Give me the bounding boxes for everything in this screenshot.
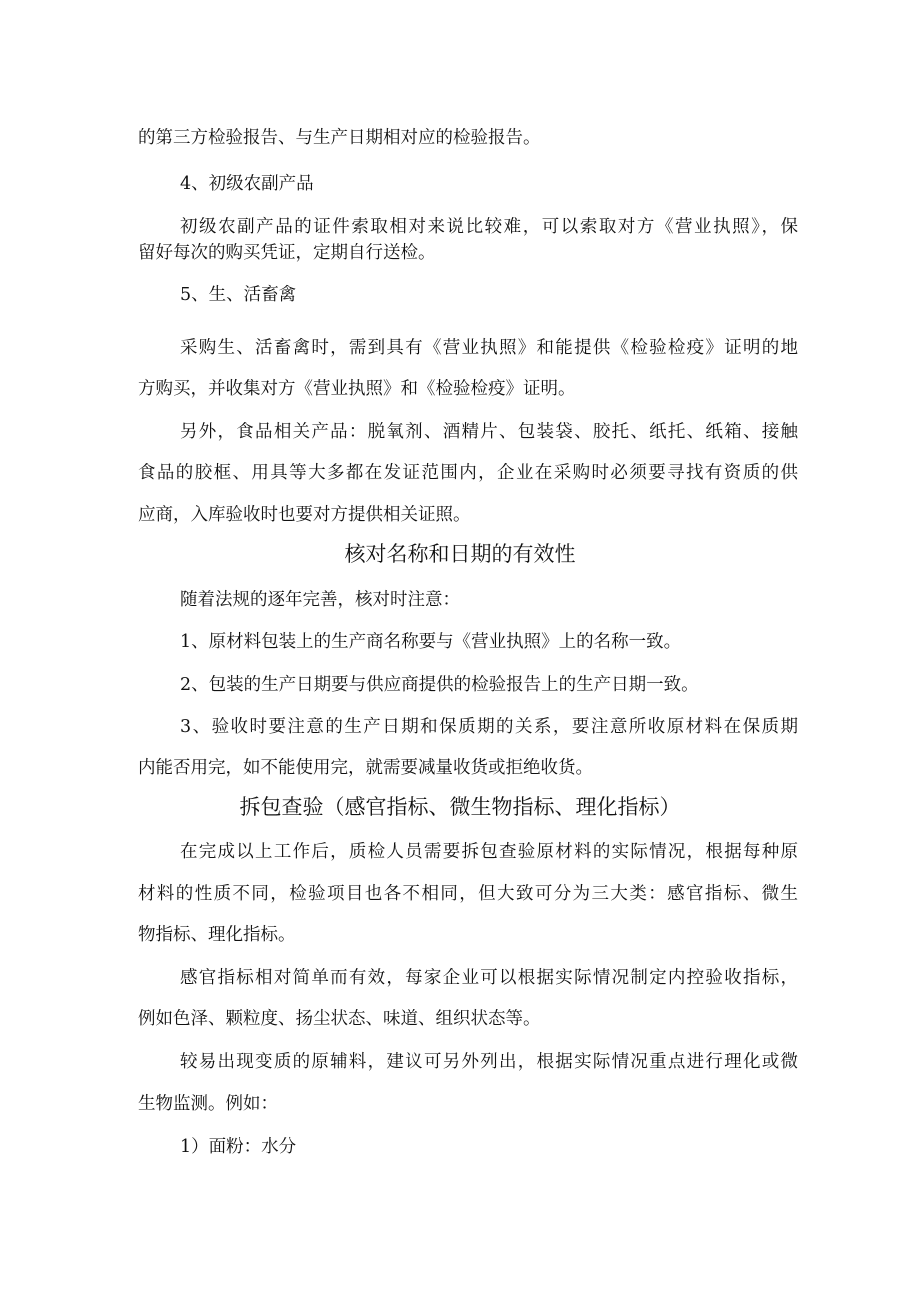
list-item-heading: 4、初级农副产品 <box>180 174 314 194</box>
paragraph-line: 另外，食品相关产品：脱氧剂、酒精片、包装袋、胶托、纸托、纸箱、接触 <box>180 422 798 442</box>
section-heading: 拆包查验（感官指标、微生物指标、理化指标） <box>239 795 681 819</box>
paragraph-line: 留好每次的购买凭证，定期自行送检。 <box>138 243 436 263</box>
paragraph-line: 生物监测。例如： <box>138 1094 278 1114</box>
paragraph-line: 物指标、理化指标。 <box>138 925 296 945</box>
paragraph-line: 较易出现变质的原辅料，建议可另外列出，根据实际情况重点进行理化或微 <box>180 1052 798 1072</box>
paragraph-line: 初级农副产品的证件索取相对来说比较难，可以索取对方《营业执照》，保 <box>180 217 798 237</box>
list-item: 1、原材料包装上的生产商名称要与《营业执照》上的名称一致。 <box>180 632 682 652</box>
list-item-heading: 5、生、活畜禽 <box>180 285 297 305</box>
paragraph-line: 采购生、活畜禽时，需到具有《营业执照》和能提供《检验检疫》证明的地 <box>180 338 798 358</box>
paragraph-line: 内能否用完，如不能使用完，就需要减量收货或拒绝收货。 <box>138 758 593 778</box>
paragraph-line: 例如色泽、颗粒度、扬尘状态、味道、组织状态等。 <box>138 1009 541 1029</box>
paragraph-line: 在完成以上工作后，质检人员需要拆包查验原材料的实际情况，根据每种原 <box>180 842 798 862</box>
list-item: 1）面粉：水分 <box>180 1137 297 1157</box>
paragraph-line: 随着法规的逐年完善，核对时注意： <box>180 590 460 610</box>
paragraph-line: 感官指标相对简单而有效，每家企业可以根据实际情况制定内控验收指标， <box>180 968 798 988</box>
list-item: 3、验收时要注意的生产日期和保质期的关系，要注意所收原材料在保质期 <box>180 717 798 737</box>
paragraph-line: 方购买，并收集对方《营业执照》和《检验检疫》证明。 <box>138 379 576 399</box>
paragraph-line: 的第三方检验报告、与生产日期相对应的检验报告。 <box>138 128 541 148</box>
section-heading: 核对名称和日期的有效性 <box>344 542 576 566</box>
paragraph-line: 食品的胶框、用具等大多都在发证范围内，企业在采购时必须要寻找有资质的供 <box>138 463 798 483</box>
list-item: 2、包装的生产日期要与供应商提供的检验报告上的生产日期一致。 <box>180 675 699 695</box>
paragraph-line: 材料的性质不同，检验项目也各不相同，但大致可分为三大类：感官指标、微生 <box>138 884 798 904</box>
paragraph-line: 应商，入库验收时也要对方提供相关证照。 <box>138 505 471 525</box>
